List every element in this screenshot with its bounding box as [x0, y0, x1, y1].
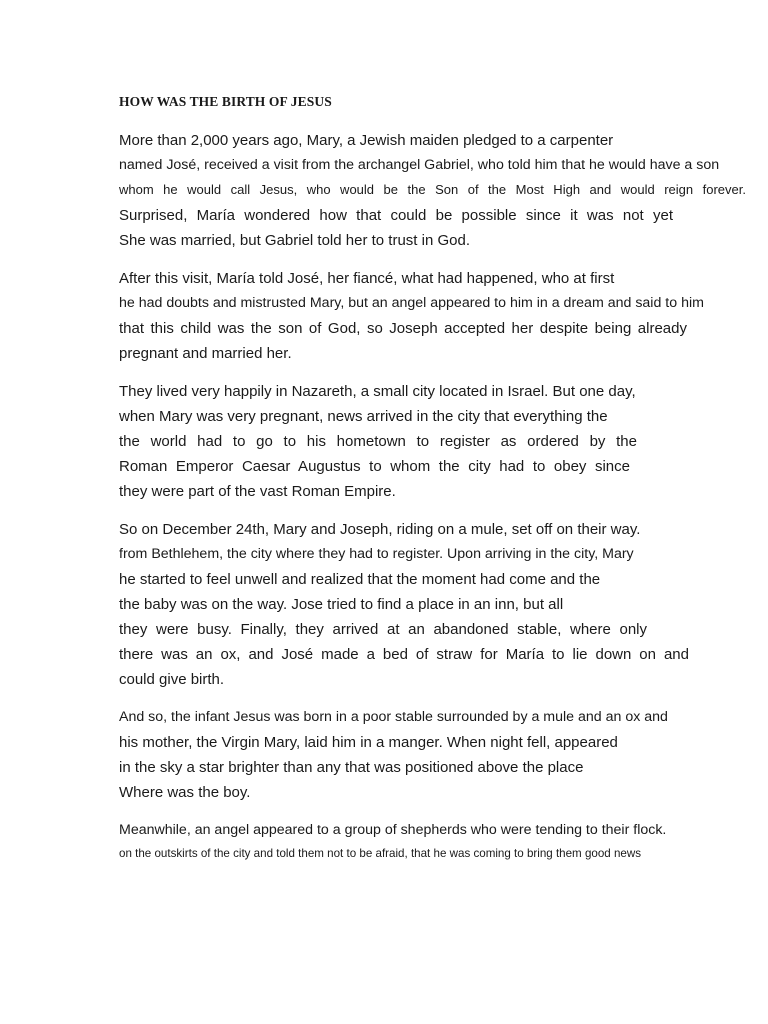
paragraph-4-line-7: could give birth.	[119, 671, 225, 688]
paragraph-2-line-4: pregnant and married her.	[119, 345, 292, 362]
paragraph-5-line-4: Where was the boy.	[119, 784, 251, 801]
paragraph-2-line-3: that this child was the son of God, so Joseph accepted her despite being already	[119, 320, 687, 337]
paragraph-3-line-2: when Mary was very pregnant, news arrived in the city that everything the	[119, 408, 608, 425]
paragraph-1-line-1: More than 2,000 years ago, Mary, a Jewish maiden pledged to a carpenter	[119, 132, 614, 149]
paragraph-5-line-3: in the sky a star brighter than any that was positioned above the place	[119, 759, 584, 776]
paragraph-4-line-2: from Bethlehem, the city where they had to register. Upon arriving in the city, Mary	[119, 546, 634, 562]
paragraph-6-line-2: on the outskirts of the city and told them not to be afraid, that he was coming to bring them good news	[119, 847, 642, 860]
paragraph-1-line-4: Surprised, María wondered how that could be possible since it was not yet	[119, 207, 673, 224]
paragraph-2-line-2: he had doubts and mistrusted Mary, but an angel appeared to him in a dream and said to him	[119, 295, 704, 311]
paragraph-4-line-1: So on December 24th, Mary and Joseph, riding on a mule, set off on their way.	[119, 521, 641, 538]
paragraph-1-line-5: She was married, but Gabriel told her to trust in God.	[119, 232, 470, 249]
paragraph-3-line-1: They lived very happily in Nazareth, a small city located in Israel. But one day,	[119, 383, 636, 400]
paragraph-1-line-3: whom he would call Jesus, who would be the Son of the Most High and would reign forever.	[119, 182, 746, 197]
paragraph-4-line-4: the baby was on the way. Jose tried to find a place in an inn, but all	[119, 596, 564, 613]
document-title: HOW WAS THE BIRTH OF JESUS	[119, 94, 332, 109]
paragraph-6-line-1: Meanwhile, an angel appeared to a group of shepherds who were tending to their flock.	[119, 822, 667, 838]
paragraph-3-line-5: they were part of the vast Roman Empire.	[119, 483, 396, 500]
paragraph-4-line-3: he started to feel unwell and realized that the moment had come and the	[119, 571, 601, 588]
paragraph-5-line-2: his mother, the Virgin Mary, laid him in a manger. When night fell, appeared	[119, 734, 618, 751]
paragraph-4-line-5: they were busy. Finally, they arrived at an abandoned stable, where only	[119, 621, 647, 638]
paragraph-5-line-1: And so, the infant Jesus was born in a poor stable surrounded by a mule and an ox and	[119, 709, 668, 725]
paragraph-3-line-4: Roman Emperor Caesar Augustus to whom the city had to obey since	[119, 458, 630, 475]
paragraph-2-line-1: After this visit, María told José, her fiancé, what had happened, who at first	[119, 270, 615, 287]
paragraph-4-line-6: there was an ox, and José made a bed of straw for María to lie down on and	[119, 646, 689, 663]
paragraph-1-line-2: named José, received a visit from the archangel Gabriel, who told him that he would have a son	[119, 157, 720, 173]
paragraph-3-line-3: the world had to go to his hometown to register as ordered by the	[119, 433, 637, 450]
